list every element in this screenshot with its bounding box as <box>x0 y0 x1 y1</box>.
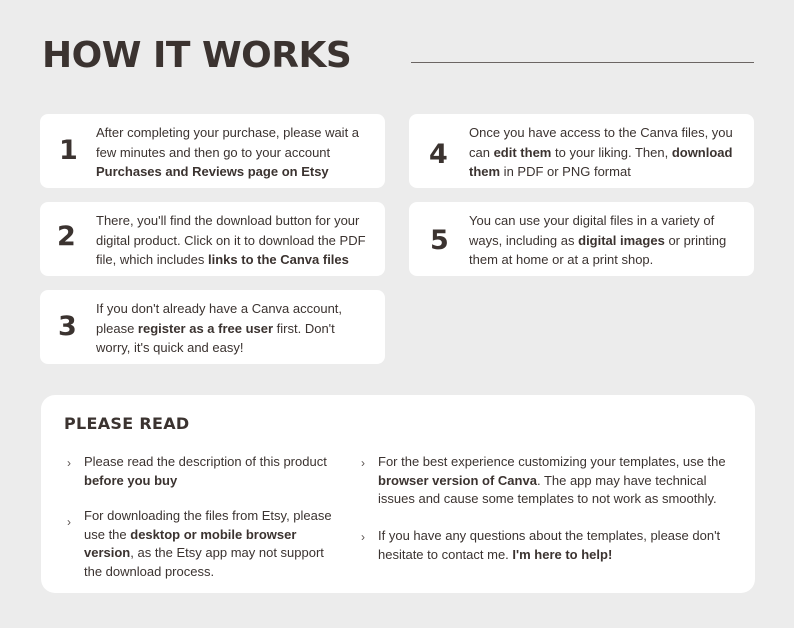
step-text-4 <box>469 123 741 182</box>
text-run: or printing them at home or at a print shop. <box>469 232 727 267</box>
emphasis-text: I'm here to help! <box>512 546 613 562</box>
step-number-2: 2 <box>57 221 76 252</box>
step-text-2 <box>96 211 371 270</box>
emphasis-text: digital images <box>578 232 665 248</box>
emphasis-text: desktop or mobile browser version <box>84 526 297 560</box>
step-number-1: 1 <box>59 135 78 166</box>
emphasis-text: links to the Canva files <box>208 252 349 267</box>
please-read-item-2 <box>84 507 334 581</box>
emphasis-text: download them <box>469 144 733 179</box>
text-run: Please read the description of this product <box>84 454 327 469</box>
chevron-right-icon: › <box>361 530 365 544</box>
please-read-title: PLEASE READ <box>64 414 190 433</box>
text-run: For downloading the files from Etsy, please use the <box>84 508 332 542</box>
step-number-4: 4 <box>429 139 448 170</box>
please-read-item-4 <box>378 527 738 564</box>
text-run: For the best experience customizing your templates, use the <box>378 454 726 469</box>
title-divider <box>411 62 754 63</box>
chevron-right-icon: › <box>67 515 71 529</box>
text-run: There, you'll find the download button for your digital product. Click on it to download the PDF file, which includes <box>96 213 366 267</box>
text-run: You can use your digital files in a variety of ways, including as <box>469 213 715 248</box>
chevron-right-icon: › <box>361 456 365 470</box>
text-run: , as the Etsy app may not support the download process. <box>84 545 324 579</box>
text-run: If you have any questions about the templates, please don't hesitate to contact me. <box>378 528 721 562</box>
text-run: to your liking. Then, <box>551 144 672 160</box>
emphasis-text: register as a free user <box>137 320 274 336</box>
text-run: first. Don't worry, it's quick and easy! <box>96 320 335 355</box>
step-number-3: 3 <box>58 311 77 342</box>
text-run: . The app may have technical issues and cause some templates to not work as smoothly. <box>378 472 717 506</box>
please-read-item-1 <box>84 453 329 490</box>
chevron-right-icon: › <box>67 456 71 470</box>
emphasis-text: before you buy <box>84 472 178 488</box>
text-run: Once you have access to the Canva files, you can <box>469 125 733 160</box>
emphasis-text: Purchases and Reviews page on Etsy <box>96 164 329 179</box>
step-text-1 <box>96 123 371 182</box>
please-read-item-3 <box>378 453 738 509</box>
page-title: HOW IT WORKS <box>42 35 352 76</box>
emphasis-text: browser version of Canva <box>378 472 537 488</box>
text-run: After completing your purchase, please wait a few minutes and then go to your account <box>96 125 360 160</box>
step-text-5 <box>469 211 741 270</box>
text-run: If you don't already have a Canva account, please <box>96 301 343 336</box>
step-number-5: 5 <box>430 225 449 256</box>
emphasis-text: edit them <box>493 144 552 160</box>
text-run: in PDF or PNG format <box>500 164 631 179</box>
step-text-3 <box>96 299 371 358</box>
